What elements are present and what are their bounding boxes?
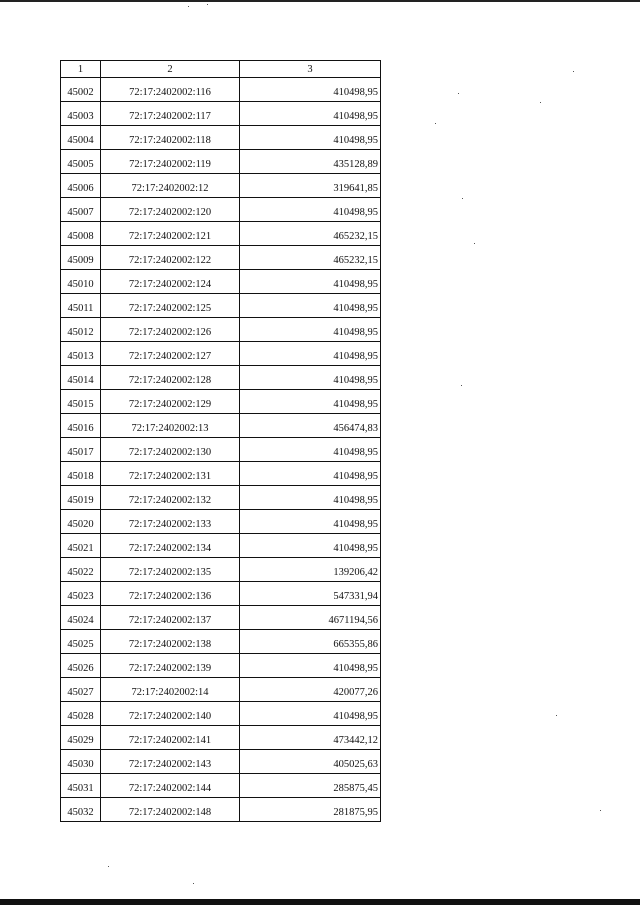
row-number-cell: 45007	[61, 198, 101, 222]
cadastral-value-cell: 473442,12	[240, 726, 381, 750]
cadastral-number-cell: 72:17:2402002:141	[101, 726, 240, 750]
scan-speck	[108, 866, 109, 867]
row-number-cell: 45003	[61, 102, 101, 126]
registry-table	[60, 60, 381, 822]
row-number-cell: 45030	[61, 750, 101, 774]
cadastral-value-cell: 410498,95	[240, 126, 381, 150]
row-number-cell: 45009	[61, 246, 101, 270]
table-row	[61, 390, 381, 414]
table-row	[61, 678, 381, 702]
cadastral-number-cell: 72:17:2402002:132	[101, 486, 240, 510]
table-row	[61, 366, 381, 390]
table-row	[61, 222, 381, 246]
row-number-cell: 45018	[61, 462, 101, 486]
table-row	[61, 726, 381, 750]
column-header-2: 2	[101, 61, 240, 78]
cadastral-number-cell: 72:17:2402002:125	[101, 294, 240, 318]
cadastral-number-cell: 72:17:2402002:129	[101, 390, 240, 414]
cadastral-number-cell: 72:17:2402002:128	[101, 366, 240, 390]
scan-speck	[193, 883, 194, 884]
cadastral-number-cell: 72:17:2402002:130	[101, 438, 240, 462]
table-row	[61, 606, 381, 630]
cadastral-value-cell: 410498,95	[240, 438, 381, 462]
row-number-cell: 45032	[61, 798, 101, 822]
table-row	[61, 198, 381, 222]
row-number-cell: 45012	[61, 318, 101, 342]
cadastral-number-cell: 72:17:2402002:148	[101, 798, 240, 822]
cadastral-value-cell: 665355,86	[240, 630, 381, 654]
scan-speck	[188, 6, 189, 7]
cadastral-number-cell: 72:17:2402002:144	[101, 774, 240, 798]
row-number-cell: 45004	[61, 126, 101, 150]
row-number-cell: 45010	[61, 270, 101, 294]
row-number-cell: 45017	[61, 438, 101, 462]
cadastral-value-cell: 281875,95	[240, 798, 381, 822]
cadastral-value-cell: 410498,95	[240, 198, 381, 222]
row-number-cell: 45013	[61, 342, 101, 366]
column-header-1: 1	[61, 61, 101, 78]
header-row	[61, 61, 381, 78]
cadastral-value-cell: 410498,95	[240, 318, 381, 342]
table-row	[61, 318, 381, 342]
row-number-cell: 45031	[61, 774, 101, 798]
cadastral-value-cell: 410498,95	[240, 486, 381, 510]
cadastral-number-cell: 72:17:2402002:117	[101, 102, 240, 126]
cadastral-number-cell: 72:17:2402002:116	[101, 78, 240, 102]
cadastral-number-cell: 72:17:2402002:14	[101, 678, 240, 702]
table-row	[61, 438, 381, 462]
scan-speck	[207, 4, 208, 5]
scan-speck	[556, 715, 557, 716]
table-row	[61, 798, 381, 822]
cadastral-number-cell: 72:17:2402002:131	[101, 462, 240, 486]
row-number-cell: 45015	[61, 390, 101, 414]
scan-speck	[461, 385, 462, 386]
table-row	[61, 270, 381, 294]
cadastral-number-cell: 72:17:2402002:121	[101, 222, 240, 246]
table-row	[61, 702, 381, 726]
cadastral-number-cell: 72:17:2402002:137	[101, 606, 240, 630]
cadastral-number-cell: 72:17:2402002:124	[101, 270, 240, 294]
table-row	[61, 102, 381, 126]
scan-bottom-edge	[0, 899, 640, 905]
cadastral-value-cell: 410498,95	[240, 366, 381, 390]
scan-top-edge	[0, 0, 640, 2]
scan-speck	[573, 71, 574, 72]
scan-speck	[435, 123, 436, 124]
cadastral-number-cell: 72:17:2402002:133	[101, 510, 240, 534]
row-number-cell: 45027	[61, 678, 101, 702]
table-row	[61, 510, 381, 534]
table-row	[61, 294, 381, 318]
row-number-cell: 45006	[61, 174, 101, 198]
cadastral-value-cell: 410498,95	[240, 534, 381, 558]
cadastral-value-cell: 420077,26	[240, 678, 381, 702]
cadastral-value-cell: 435128,89	[240, 150, 381, 174]
cadastral-value-cell: 547331,94	[240, 582, 381, 606]
row-number-cell: 45011	[61, 294, 101, 318]
row-number-cell: 45029	[61, 726, 101, 750]
row-number-cell: 45016	[61, 414, 101, 438]
table-row	[61, 78, 381, 102]
cadastral-number-cell: 72:17:2402002:118	[101, 126, 240, 150]
cadastral-value-cell: 410498,95	[240, 342, 381, 366]
table-row	[61, 582, 381, 606]
cadastral-value-cell: 456474,83	[240, 414, 381, 438]
cadastral-value-cell: 410498,95	[240, 510, 381, 534]
row-number-cell: 45008	[61, 222, 101, 246]
row-number-cell: 45005	[61, 150, 101, 174]
table-row	[61, 750, 381, 774]
cadastral-number-cell: 72:17:2402002:140	[101, 702, 240, 726]
cadastral-number-cell: 72:17:2402002:127	[101, 342, 240, 366]
cadastral-value-cell: 465232,15	[240, 246, 381, 270]
cadastral-value-cell: 285875,45	[240, 774, 381, 798]
table-row	[61, 486, 381, 510]
table-row	[61, 246, 381, 270]
cadastral-value-cell: 410498,95	[240, 102, 381, 126]
cadastral-value-cell: 465232,15	[240, 222, 381, 246]
cadastral-number-cell: 72:17:2402002:139	[101, 654, 240, 678]
cadastral-value-cell: 410498,95	[240, 390, 381, 414]
cadastral-number-cell: 72:17:2402002:136	[101, 582, 240, 606]
scan-speck	[458, 93, 459, 94]
cadastral-value-cell: 410498,95	[240, 78, 381, 102]
cadastral-value-cell: 319641,85	[240, 174, 381, 198]
cadastral-number-cell: 72:17:2402002:119	[101, 150, 240, 174]
cadastral-number-cell: 72:17:2402002:134	[101, 534, 240, 558]
cadastral-value-cell: 410498,95	[240, 462, 381, 486]
column-header-3: 3	[240, 61, 381, 78]
cadastral-number-cell: 72:17:2402002:120	[101, 198, 240, 222]
table-row	[61, 126, 381, 150]
table-row	[61, 654, 381, 678]
cadastral-number-cell: 72:17:2402002:138	[101, 630, 240, 654]
table-row	[61, 462, 381, 486]
scan-speck	[474, 243, 475, 244]
table-row	[61, 630, 381, 654]
row-number-cell: 45014	[61, 366, 101, 390]
row-number-cell: 45028	[61, 702, 101, 726]
table-body	[61, 78, 381, 822]
table-row	[61, 414, 381, 438]
cadastral-value-cell: 139206,42	[240, 558, 381, 582]
cadastral-number-cell: 72:17:2402002:126	[101, 318, 240, 342]
cadastral-number-cell: 72:17:2402002:12	[101, 174, 240, 198]
cadastral-value-cell: 410498,95	[240, 702, 381, 726]
scan-speck	[540, 102, 541, 103]
row-number-cell: 45023	[61, 582, 101, 606]
cadastral-value-cell: 405025,63	[240, 750, 381, 774]
cadastral-number-cell: 72:17:2402002:135	[101, 558, 240, 582]
row-number-cell: 45020	[61, 510, 101, 534]
row-number-cell: 45019	[61, 486, 101, 510]
cadastral-value-cell: 410498,95	[240, 294, 381, 318]
cadastral-number-cell: 72:17:2402002:122	[101, 246, 240, 270]
row-number-cell: 45024	[61, 606, 101, 630]
row-number-cell: 45021	[61, 534, 101, 558]
table-row	[61, 342, 381, 366]
table-header	[61, 61, 381, 78]
row-number-cell: 45025	[61, 630, 101, 654]
row-number-cell: 45022	[61, 558, 101, 582]
cadastral-number-cell: 72:17:2402002:13	[101, 414, 240, 438]
cadastral-value-cell: 410498,95	[240, 270, 381, 294]
table-row	[61, 150, 381, 174]
scan-speck	[600, 810, 601, 811]
table-row	[61, 534, 381, 558]
table-row	[61, 174, 381, 198]
row-number-cell: 45026	[61, 654, 101, 678]
table-row	[61, 774, 381, 798]
scan-speck	[462, 198, 463, 199]
cadastral-value-cell: 4671194,56	[240, 606, 381, 630]
cadastral-number-cell: 72:17:2402002:143	[101, 750, 240, 774]
cadastral-value-cell: 410498,95	[240, 654, 381, 678]
row-number-cell: 45002	[61, 78, 101, 102]
table-row	[61, 558, 381, 582]
